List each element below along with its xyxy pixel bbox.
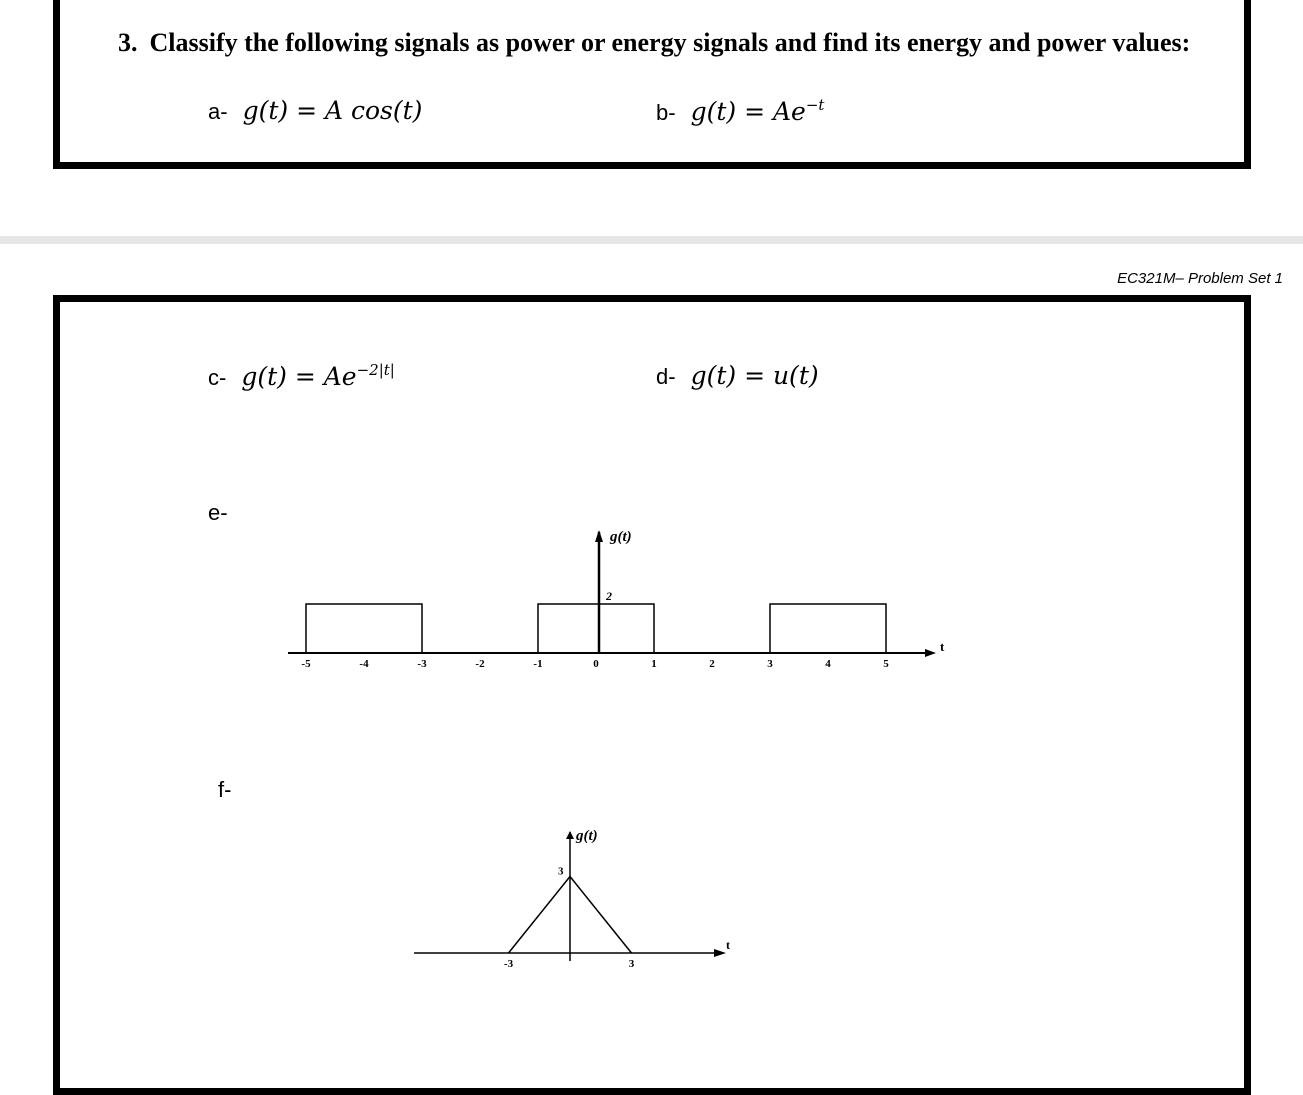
part-d-label: d- [656, 364, 676, 389]
question-text: Classify the following signals as power or energy signals and find its energy and power values: [149, 28, 1191, 57]
g-axis-label: g(t) [576, 828, 598, 844]
part-b-base: g(t) = Ae [690, 97, 806, 126]
page-divider [0, 236, 1303, 244]
part-c-base: g(t) = Ae [241, 362, 357, 391]
part-c-exponent: −2|t| [356, 361, 395, 379]
part-d [656, 361, 819, 390]
tick-label-5: 5 [883, 658, 889, 670]
part-b [656, 96, 824, 126]
part-c [208, 361, 395, 391]
part-c-equation [241, 362, 395, 391]
tick-label--1: -1 [533, 658, 543, 670]
tick-label-1: 1 [651, 658, 657, 670]
question-title [118, 28, 1190, 58]
part-e-label: e- [208, 500, 228, 525]
tick-label--5: -5 [301, 658, 311, 670]
tick-label-4: 4 [825, 658, 831, 670]
amplitude-label: 2 [606, 589, 612, 603]
part-b-label: b- [656, 100, 676, 125]
part-f-label: f- [218, 777, 232, 802]
pulse-2 [538, 604, 654, 653]
tick-label--3: -3 [503, 958, 514, 970]
part-b-exponent: −t [805, 96, 825, 114]
page-header: EC321M– Problem Set 1 [1117, 270, 1283, 287]
part-d-equation: g(t) = u(t) [690, 361, 819, 390]
time-axis-label: t [726, 938, 730, 952]
chart-e-pulse-train [280, 520, 960, 680]
pulse-3 [770, 604, 886, 653]
part-c-label: c- [208, 365, 227, 390]
part-b-equation [691, 97, 825, 126]
tick-label--3: -3 [417, 658, 427, 670]
part-f [218, 777, 239, 803]
part-a-label: a- [208, 99, 228, 124]
time-axis-arrow [925, 649, 936, 657]
question-box-top [53, 0, 1251, 169]
tick-label-2: 2 [709, 658, 715, 670]
time-axis-arrow [714, 949, 726, 957]
time-axis-label: t [940, 639, 945, 654]
g-axis-arrow [566, 831, 574, 839]
tick-label-3: 3 [628, 958, 635, 970]
pulse-1 [306, 604, 422, 653]
question-number: 3. [118, 28, 138, 57]
chart-f-triangle [410, 820, 750, 980]
tick-label--4: -4 [359, 658, 369, 670]
peak-label: 3 [558, 865, 564, 878]
part-a [208, 96, 422, 125]
g-axis-label: g(t) [610, 529, 632, 545]
tick-label-3: 3 [767, 658, 773, 670]
part-e [208, 500, 236, 526]
g-axis-arrow [595, 530, 603, 542]
tick-label-0: 0 [593, 658, 599, 670]
tick-label--2: -2 [475, 658, 485, 670]
part-a-equation: g(t) = A cos(t) [242, 96, 423, 125]
